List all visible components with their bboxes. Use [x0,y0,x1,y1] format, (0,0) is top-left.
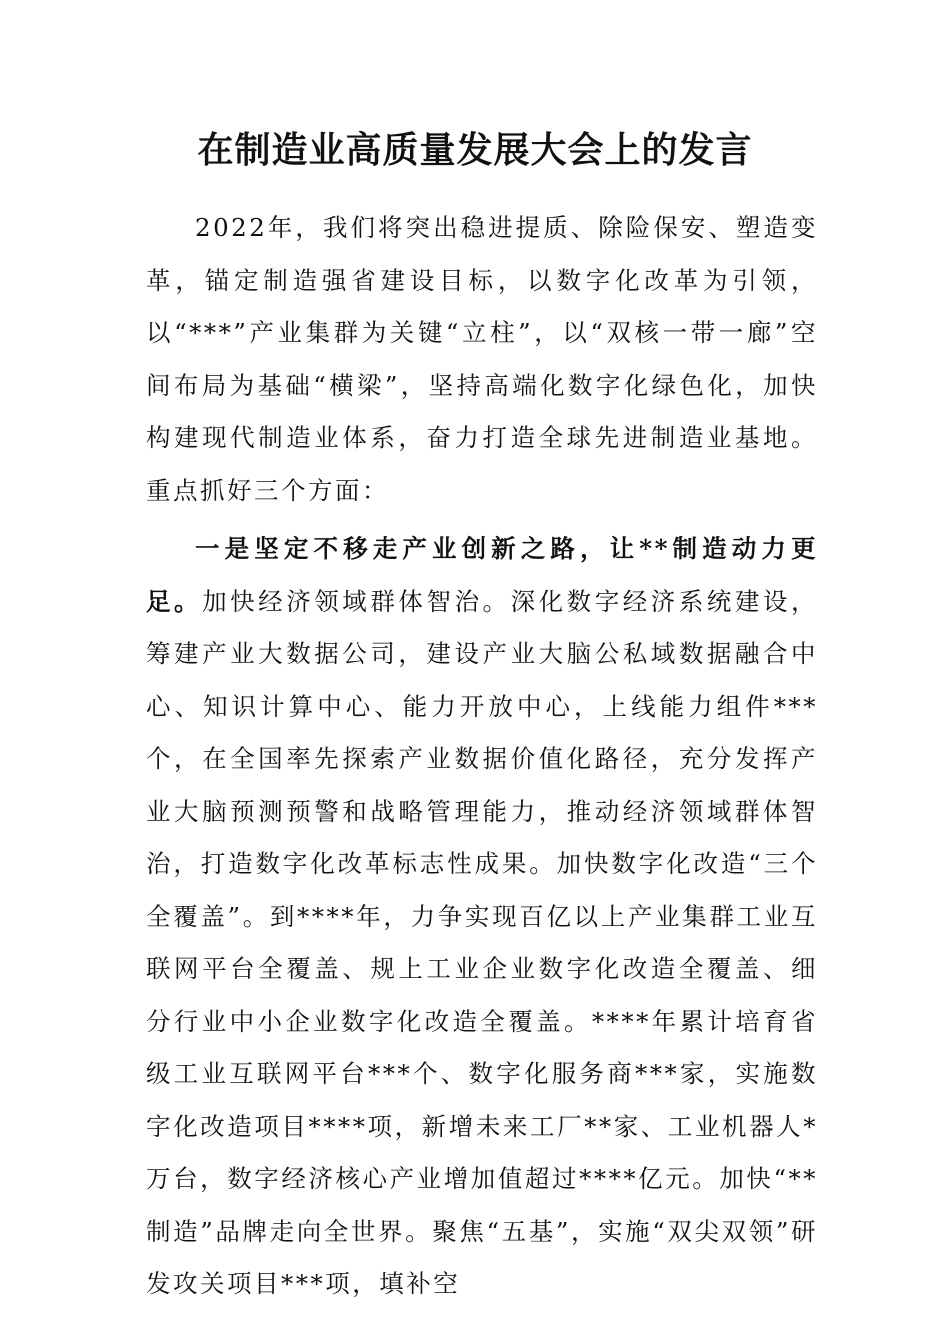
paragraph-intro [146,202,818,517]
paragraph-point-one-text: 加快经济领域群体智治。深化数字经济系统建设，筹建产业大数据公司，建设产业大脑公私域数据融合中心、知识计算中心、能力开放中心，上线能力组件***个，在全国率先探索产业数据价值化路径，充分发挥产业大脑预测预警和战略管理能力，推动经济领域群体智治，打造数字化改革标志性成果。加快数字化改造“三个全覆盖”。到****年，力争实现百亿以上产业集群工业互联网平台全覆盖、规上工业企业数字化改造全覆盖、细分行业中小企业数字化改造全覆盖。****年累计培育省级工业互联网平台***个、数字化服务商***家，实施数字化改造项目****项，新增未来工厂**家、工业机器人*万台，数字经济核心产业增加值超过****亿元。加快“**制造”品牌走向全世界。聚焦“五基”，实施“双尖双领”研发攻关项目***项，填补空 [146,586,819,1298]
paragraph-point-one [146,523,818,1311]
paragraph-intro-text: 2022年，我们将突出稳进提质、除险保安、塑造变革，锚定制造强省建设目标，以数字化改革为引领，以“***”产业集群为关键“立柱”，以“双核一带一廊”空间布局为基础“横梁”，坚持高端化数字化绿色化，加快构建现代制造业体系，奋力打造全球先进制造业基地。重点抓好三个方面： [146,213,818,505]
document-title: 在制造业高质量发展大会上的发言 [197,129,753,171]
document-body [146,202,818,1311]
paragraph-point-one-heading: 一是坚定不移走产业创新之路，让**制造动力更足。 [146,534,818,616]
